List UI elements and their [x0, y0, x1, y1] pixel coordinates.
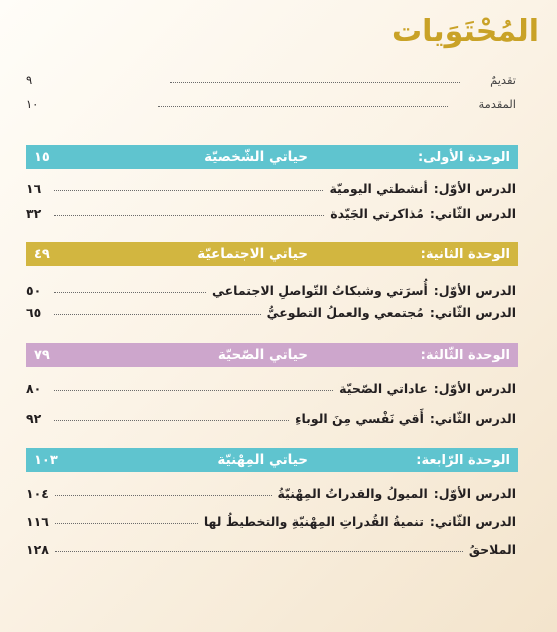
- unit-name: حياتي الصّحيّة: [217, 347, 308, 363]
- dot-leader: [54, 410, 289, 421]
- lesson-number: الدرس الأوّل:: [433, 485, 516, 501]
- toc-row-preface[interactable]: [26, 94, 516, 114]
- toc-row-lesson[interactable]: [26, 511, 516, 531]
- dot-leader: [54, 304, 261, 315]
- page-number: ١٠٤: [26, 485, 49, 501]
- page-number: ٣٢: [26, 205, 42, 221]
- dot-leader: [55, 485, 272, 496]
- page-number: ٩: [26, 73, 33, 87]
- unit-page-number: ٧٩: [34, 347, 50, 363]
- toc-entry-label: تقديمٌ: [490, 73, 516, 87]
- dot-leader: [55, 513, 198, 524]
- toc-entry-label: [204, 514, 516, 529]
- lesson-number: الدرس الثّاني:: [429, 205, 516, 221]
- toc-row-lesson[interactable]: [26, 178, 516, 198]
- dot-leader: [54, 180, 323, 191]
- page-title: المُحْتَوَيات: [391, 14, 539, 49]
- lesson-title: الميولُ والقدراتُ المِهْنيّةُ: [277, 485, 428, 501]
- unit-label: الوحدة الرّابعة:: [416, 452, 510, 468]
- page-number: ٩٢: [26, 410, 42, 426]
- toc-entry-label: الملاحقُ: [468, 541, 516, 557]
- lesson-title: أنشطتي اليوميّة: [329, 180, 428, 196]
- page-number: ٦٥: [26, 304, 42, 320]
- unit-band-3[interactable]: [26, 343, 518, 367]
- lesson-title: مُذاكرتي الجَيّدة: [330, 205, 424, 221]
- unit-band-2[interactable]: [26, 242, 518, 266]
- page-number: ٥٠: [26, 282, 42, 298]
- toc-entry-label: المقدمة: [478, 97, 516, 111]
- unit-label: الوحدة الأولى:: [417, 149, 510, 165]
- toc-row-lesson[interactable]: [26, 203, 516, 223]
- toc-row-lesson[interactable]: [26, 280, 516, 300]
- unit-page-number: ١٠٣: [34, 452, 58, 468]
- dot-leader: [55, 541, 463, 552]
- unit-name: حياتي المِهْنيّة: [217, 452, 308, 468]
- toc-row-lesson[interactable]: [26, 483, 516, 503]
- dot-leader: [158, 96, 448, 107]
- dot-leader: [54, 282, 206, 293]
- lesson-number: الدرس الثّاني:: [429, 410, 516, 426]
- unit-name: حياتي الاجتماعيّة: [197, 246, 308, 262]
- lesson-number: الدرس الأوّل:: [433, 380, 516, 396]
- toc-row-lesson[interactable]: [26, 378, 516, 398]
- toc-row-lesson[interactable]: [26, 302, 516, 322]
- toc-entry-label: [330, 206, 516, 221]
- page-number: ١٢٨: [26, 541, 49, 557]
- toc-entry-label: [329, 181, 516, 196]
- unit-band-1[interactable]: [26, 145, 518, 169]
- toc-row-appendix[interactable]: [26, 539, 516, 559]
- page-number: ١١٦: [26, 513, 49, 529]
- dot-leader: [54, 380, 333, 391]
- unit-band-4[interactable]: [26, 448, 518, 472]
- page-number: ٨٠: [26, 380, 42, 396]
- unit-page-number: ٤٩: [34, 246, 50, 262]
- page-number: ١٠: [26, 97, 39, 111]
- dot-leader: [54, 205, 324, 216]
- unit-label: الوحدة الثّالثة:: [420, 347, 510, 363]
- lesson-title: تنميةُ القُدراتِ المِهْنيّةِ والتخطيطُ لها: [203, 513, 424, 529]
- page-number: ١٦: [26, 180, 42, 196]
- unit-name: حياتي الشّخصيّة: [204, 149, 308, 165]
- toc-row-lesson[interactable]: [26, 408, 516, 428]
- toc-entry-label: [212, 283, 516, 298]
- lesson-title: أُسرَتي وشبكاتُ التّواصلِ الاجتماعي: [211, 282, 428, 298]
- toc-entry-label: [278, 486, 516, 501]
- lesson-title: مُجتمعي والعملُ التطوعيُّ: [266, 304, 424, 320]
- toc-entry-label: [295, 411, 516, 426]
- lesson-number: الدرس الأوّل:: [433, 180, 516, 196]
- lesson-title: عاداتي الصّحيّة: [339, 380, 428, 396]
- toc-row-introduction[interactable]: [26, 70, 516, 90]
- unit-label: الوحدة الثانية:: [420, 246, 510, 262]
- lesson-number: الدرس الثّاني:: [429, 513, 516, 529]
- toc-entry-label: [267, 305, 516, 320]
- lesson-title: أَقي نَفْسي مِنَ الوباءِ: [295, 410, 424, 426]
- unit-page-number: ١٥: [34, 149, 50, 165]
- lesson-number: الدرس الأوّل:: [433, 282, 516, 298]
- lesson-number: الدرس الثّاني:: [429, 304, 516, 320]
- dot-leader: [170, 72, 460, 83]
- toc-entry-label: [339, 381, 516, 396]
